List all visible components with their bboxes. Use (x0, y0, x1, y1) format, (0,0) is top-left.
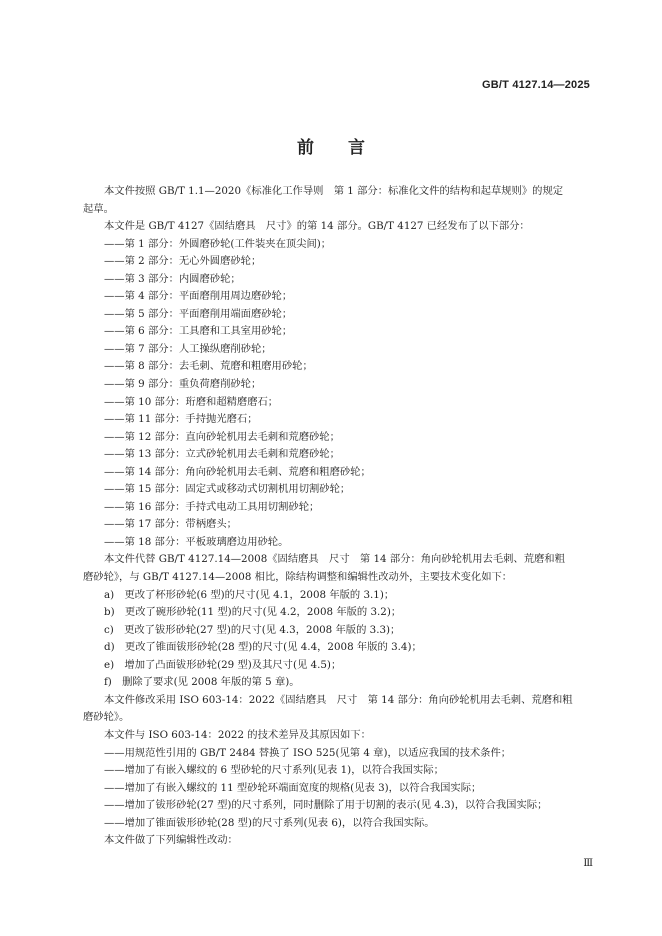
foreword-body (83, 183, 597, 850)
list-item: a) 更改了杯形砂轮(6 型)的尺寸(见 4.1，2008 年版的 3.1)； (104, 588, 395, 601)
list-item: ——第 14 部分：角向砂轮机用去毛刺、荒磨和粗磨砂轮； (104, 465, 371, 478)
list-item: ——第 6 部分：工具磨和工具室用砂轮； (104, 325, 293, 338)
list-item: ——第 5 部分：平面磨削用端面磨砂轮； (104, 307, 293, 320)
page-number: Ⅲ (583, 858, 593, 869)
list-item: ——第 16 部分：手持式电动工具用切割砂轮； (104, 500, 320, 513)
list-item: ——第 1 部分：外圆磨砂轮(工件装夹在顶尖间)； (104, 237, 332, 250)
list-item: ——第 3 部分：内圆磨砂轮； (104, 272, 241, 285)
list-item: ——第 4 部分：平面磨削用周边磨砂轮； (104, 290, 293, 303)
list-item: ——第 9 部分：重负荷磨削砂轮； (104, 378, 262, 391)
page-title: 前 言 (297, 138, 365, 158)
list-item: ——增加了有嵌入螺纹的 11 型砂轮环端面宽度的规格(见表 3)，以符合我国实际； (104, 781, 482, 794)
list-item: ——用规范性引用的 GB/T 2484 替换了 ISO 525(见第 4 章)，以适应我国的技术条件； (104, 746, 512, 759)
list-item: c) 更改了钹形砂轮(27 型)的尺寸(见 4.3，2008 年版的 3.3)； (104, 623, 401, 636)
list-item: ——增加了锥面钹形砂轮(28 型)的尺寸系列(见表 6)，以符合我国实际。 (104, 816, 435, 829)
list-item: ——第 13 部分：立式砂轮机用去毛刺和荒磨砂轮； (104, 448, 340, 461)
paragraph-line: 磨砂轮》，与 GB/T 4127.14—2008 相比，除结构调整和编辑性改动外，主要技术变化如下： (83, 571, 513, 584)
list-item: ——第 2 部分：无心外圆磨砂轮； (104, 255, 262, 268)
list-item: ——第 18 部分：平板玻璃磨边用砂轮。 (104, 535, 289, 548)
paragraph-line: 本文件与 ISO 603-14：2022 的技术差异及其原因如下： (104, 728, 371, 741)
list-item: ——第 11 部分：手持抛光磨石； (104, 413, 258, 426)
paragraph-line: 本文件代替 GB/T 4127.14—2008《固结磨具 尺寸 第 14 部分：角向砂轮机用去毛刺、荒磨和粗 (104, 553, 565, 566)
list-item: ——第 15 部分：固定式或移动式切割机用切割砂轮； (104, 483, 351, 496)
paragraph-line: 磨砂轮》。 (83, 711, 130, 724)
paragraph-line: 本文件是 GB/T 4127《固结磨具 尺寸》的第 14 部分。GB/T 4127 已经发布了以下部分： (104, 220, 530, 233)
list-item: d) 更改了锥面钹形砂轮(28 型)的尺寸(见 4.4，2008 年版的 3.4)； (104, 641, 422, 654)
paragraph-line: 本文件修改采用 ISO 603-14：2022《固结磨具 尺寸 第 14 部分：角向砂轮机用去毛刺、荒磨和粗 (104, 693, 573, 706)
list-item: ——第 10 部分：珩磨和超精磨磨石； (104, 395, 279, 408)
standard-code-header: GB/T 4127.14—2025 (482, 79, 590, 91)
list-item: ——第 12 部分：直向砂轮机用去毛刺和荒磨砂轮； (104, 430, 340, 443)
list-item: b) 更改了碗形砂轮(11 型)的尺寸(见 4.2，2008 年版的 3.2)； (104, 606, 402, 619)
list-item: ——第 8 部分：去毛刺、荒磨和粗磨用砂轮； (104, 360, 313, 373)
list-item: ——增加了钹形砂轮(27 型)的尺寸系列，同时删除了用于切割的表示(见 4.3)，以符合我国实际； (104, 799, 548, 812)
list-item: e) 增加了凸面钹形砂轮(29 型)及其尺寸(见 4.5)； (104, 658, 342, 671)
list-item: ——第 17 部分：带柄磨头； (104, 518, 237, 531)
list-item: f) 删除了要求(见 2008 年版的第 5 章)。 (104, 676, 300, 689)
paragraph-line: 起草。 (83, 202, 114, 215)
paragraph-line: 本文件按照 GB/T 1.1—2020《标准化工作导则 第 1 部分：标准化文件的结构和起草规则》的规定 (104, 185, 564, 197)
paragraph-line: 本文件做了下列编辑性改动： (104, 834, 238, 847)
list-item: ——第 7 部分：人工操纵磨削砂轮； (104, 342, 272, 355)
list-item: ——增加了有嵌入螺纹的 6 型砂轮的尺寸系列(见表 1)，以符合我国实际； (104, 764, 444, 777)
